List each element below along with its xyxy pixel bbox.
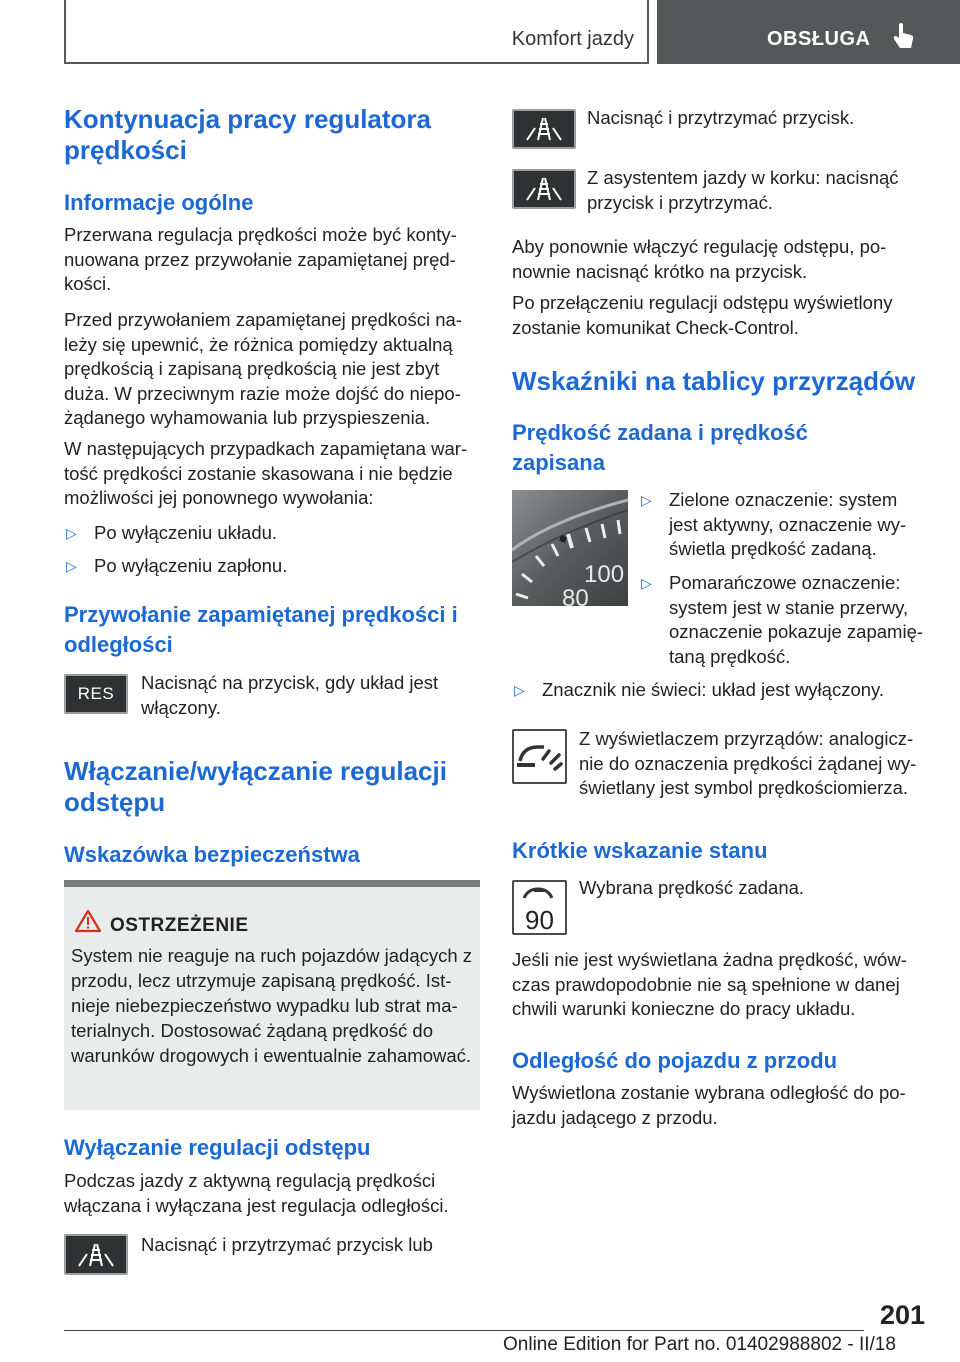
list-item [641,571,931,669]
paragraph-traffic-jam: Z asystentem jazdy w korku: nacisnąć przycisk i przytrzymać. [587,167,899,213]
heading-safety: Wskazówka bezpieczeństwa [64,842,360,867]
list-item [66,521,476,546]
triangle-bullet-icon: ▷ [514,682,525,698]
paragraph-res: Nacisnąć na przycisk, gdy układ jest włączony. [141,672,439,718]
distance-control-icon [76,1242,116,1268]
paragraph-turn-off: Podczas jazdy z aktywną regulacją prędkości włączana i wyłączana jest regulacja odległości. [64,1170,449,1216]
distance-control-icon [524,116,564,142]
paragraph-interrupted: Przerwana regulacja prędkości może być kontynuowana przez przywołanie zapamiętanej prędkości. [64,224,457,294]
header-section-title: Komfort jazdy [511,28,634,50]
triangle-bullet-icon: ▷ [66,558,77,574]
paragraph-selected-speed: Wybrana prędkość zadana. [579,877,805,898]
pointing-hand-icon [893,22,915,50]
list-item-text: Zielone oznaczenie: system jest aktywny, oznaczenie wyświetla prędkość zadaną. [669,489,907,559]
symbol-value-90: 90 [525,905,554,933]
selected-speed-symbol-icon [512,880,567,935]
list-item-text: Pomarańczowe oznaczenie: system jest w stanie przerwy, oznaczenie pokazuje zapamiętaną prędkość. [669,572,924,667]
distance-button-icon [512,109,576,149]
heading-set-saved-speed: Prędkość zadana i prędkość zapisana [512,420,808,475]
warning-box [64,880,480,1110]
res-button-icon [64,674,128,714]
list-item [66,554,476,579]
paragraph-no-speed: Jeśli nie jest wyświetlana żadna prędkość, wówczas prawdopodobnie nie są spełnione w danej chwili warunki konieczne do pracy układu. [512,949,907,1019]
paragraph-press-hold: Nacisnąć i przytrzymać przycisk. [587,107,855,128]
distance-button-icon [512,169,576,209]
paragraph-before-recall: Przed przywołaniem zapamiętanej prędkości należy się upewnić, że różnica pomiędzy aktualną prędkością i zapisaną prędkością nie jest zbyt duża. W przeciwnym razie może dojść do niepożądanego wyhamowania lub przyspieszenia. [64,309,462,428]
heading-toggle-distance: Włączanie/wyłączanie regulacji odstępu [64,756,447,817]
list-item-text: Po wyłączeniu układu. [94,522,278,543]
heading-short-status: Krótkie wskazanie stanu [512,838,768,863]
list-item [641,488,931,562]
triangle-bullet-icon: ▷ [641,492,652,508]
footer-edition: Online Edition for Part no. 01402988802 - II/18 [503,1334,896,1355]
triangle-bullet-icon: ▷ [66,525,77,541]
warning-triangle-icon [74,909,102,933]
heading-instrument-indicators: Wskaźniki na tablicy przyrządów [512,366,916,396]
distance-button-icon [64,1234,128,1275]
heading-recall: Przywołanie zapamiętanej prędkości i odległości [64,602,458,657]
triangle-bullet-icon: ▷ [641,575,652,591]
list-item-text: Znacznik nie świeci: układ jest wyłączony. [542,679,885,700]
gauge-label-100: 100 [584,561,625,588]
paragraph-reenable: Aby ponownie włączyć regulację odstępu, ponownie nacisnąć krótko na przycisk. [512,236,887,282]
list-item-text: Po wyłączeniu zapłonu. [94,555,288,576]
res-label: RES [77,684,115,703]
page-number: 201 [880,1300,926,1330]
distance-control-icon [524,176,564,202]
paragraph-check-control: Po przełączeniu regulacji odstępu wyświetlony zostanie komunikat Check-Control. [512,292,893,338]
heading-general-info: Informacje ogólne [64,190,254,215]
gauge-label-80: 80 [562,585,589,606]
heading-continue-speed: Kontynuacja pracy regulatora prędkości [64,104,431,165]
paragraph-analog: Z wyświetlaczem przyrządów: analogicznie do oznaczenia prędkości żądanej wyświetlany jest symbol prędkościomierza. [579,728,917,798]
heading-turn-off: Wyłączanie regulacji odstępu [64,1135,371,1160]
paragraph-distance: Wyświetlona zostanie wybrana odległość do pojazdu jadącego z przodu. [512,1082,906,1128]
header-tab [657,0,960,64]
header-tab-label: OBSŁUGA [767,28,871,50]
warning-text: System nie reaguje na ruch pojazdów jadących z przodu, lecz utrzymuje zapisaną prędkość. Istnieje niebezpieczeństwo wypadku lub strat materialnych. Dostosować żądaną prędkość do warunków drogowych i ewentualnie zahamować. [71,945,473,1066]
warning-title: OSTRZEŻENIE [110,915,249,936]
paragraph-press-hold-or: Nacisnąć i przytrzymać przycisk lub [141,1234,433,1255]
speedometer-gauge-image [512,490,628,606]
speedometer-symbol-icon [512,729,567,784]
list-item [514,678,934,703]
heading-distance: Odległość do pojazdu z przodu [512,1048,838,1073]
footer-divider [64,1330,864,1331]
paragraph-cases: W następujących przypadkach zapamiętana wartość prędkości zostanie skasowana i nie będzie możliwości jej ponownego wywołania: [64,438,468,508]
